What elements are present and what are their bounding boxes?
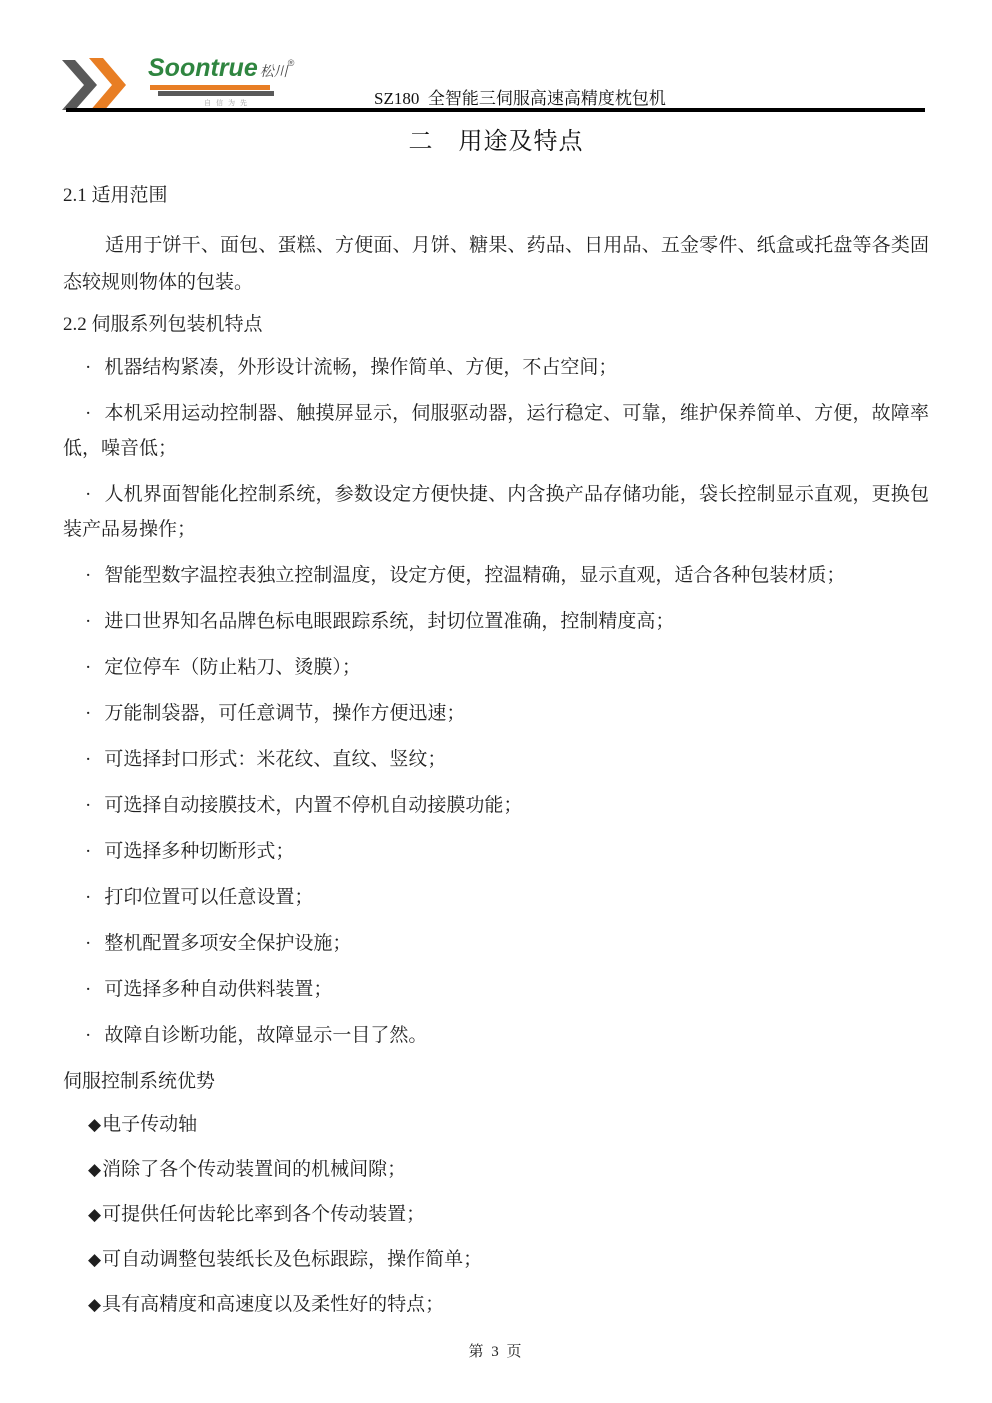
section-2-2-heading: 2.2 伺服系列包装机特点: [63, 314, 263, 335]
list-item: [63, 696, 929, 731]
list-item: [63, 972, 929, 1007]
bullet-icon: ·: [85, 933, 92, 954]
feature-text: 智能型数字温控表独立控制温度，设定方便，控温精确，显示直观，适合各种包装材质；: [104, 565, 846, 586]
list-item: [63, 742, 929, 777]
list-item: [63, 1242, 929, 1277]
document-body: [63, 112, 929, 1332]
servo-section-heading: 伺服控制系统优势: [63, 1071, 216, 1092]
list-item: [63, 350, 929, 385]
bullet-icon: ·: [85, 795, 92, 816]
section-2-1-heading: 2.1 适用范围: [63, 185, 168, 206]
bullet-icon: ·: [85, 887, 92, 908]
diamond-icon: ◆: [88, 1115, 102, 1134]
diamond-icon: ◆: [88, 1205, 102, 1224]
feature-text: 整机配置多项安全保护设施；: [104, 933, 352, 954]
feature-text: 进口世界知名品牌色标电眼跟踪系统，封切位置准确，控制精度高；: [104, 611, 675, 632]
logo: [148, 54, 295, 108]
bullet-icon: ·: [85, 657, 92, 678]
diamond-icon: ◆: [88, 1160, 102, 1179]
list-item: [63, 558, 929, 593]
page-footer: 第 3 页: [468, 1344, 524, 1360]
list-item: [63, 1197, 929, 1232]
servo-advantages-list: [63, 1107, 929, 1322]
feature-text: 可选择自动接膜技术，内置不停机自动接膜功能；: [104, 795, 523, 816]
list-item: [63, 834, 929, 869]
doc-header-title: SZ180 全智能三伺服高速高精度枕包机: [374, 89, 666, 108]
bullet-icon: ·: [85, 565, 92, 586]
list-item: [63, 880, 929, 915]
bullet-icon: ·: [85, 703, 92, 724]
logo-bar-gray: [158, 91, 274, 96]
servo-text: 可提供任何齿轮比率到各个传动装置；: [102, 1204, 426, 1225]
list-item: [63, 1018, 929, 1053]
servo-text: 可自动调整包装纸长及色标跟踪，操作简单；: [102, 1249, 483, 1270]
bullet-icon: ·: [85, 484, 92, 505]
registered-mark-icon: ®: [287, 58, 295, 68]
servo-text: 消除了各个传动装置间的机械间隙；: [102, 1159, 407, 1180]
list-item: [63, 926, 929, 961]
servo-text: 具有高精度和高速度以及柔性好的特点；: [102, 1294, 445, 1315]
brand-cn-text: 松川: [259, 63, 288, 79]
list-item: [63, 604, 929, 639]
diamond-icon: ◆: [88, 1295, 102, 1314]
feature-text: 打印位置可以任意设置；: [104, 887, 314, 908]
feature-text: 故障自诊断功能，故障显示一目了然。: [104, 1025, 428, 1046]
diamond-icon: ◆: [88, 1250, 102, 1269]
features-list: [63, 350, 929, 1053]
feature-text: 万能制袋器，可任意调节，操作方便迅速；: [104, 703, 466, 724]
bullet-icon: ·: [85, 611, 92, 632]
feature-text: 可选择多种切断形式；: [104, 841, 295, 862]
scope-paragraph: 适用于饼干、面包、蛋糕、方便面、月饼、糖果、药品、日用品、五金零件、纸盒或托盘等各类固态较规则物体的包装。: [63, 235, 929, 293]
bullet-icon: ·: [85, 841, 92, 862]
bullet-icon: ·: [85, 749, 92, 770]
bullet-icon: ·: [85, 403, 92, 424]
feature-text: 可选择多种自动供料装置；: [104, 979, 333, 1000]
feature-text: 本机采用运动控制器、触摸屏显示，伺服驱动器，运行稳定、可靠，维护保养简单、方便，故障率低，噪音低；: [63, 403, 929, 459]
list-item: [63, 477, 929, 547]
bullet-icon: ·: [85, 357, 92, 378]
feature-text: 机器结构紧凑，外形设计流畅，操作简单、方便，不占空间；: [104, 357, 618, 378]
list-item: [63, 1152, 929, 1187]
list-item: [63, 396, 929, 466]
list-item: [63, 650, 929, 685]
feature-text: 可选择封口形式：米花纹、直纹、竖纹；: [104, 749, 447, 770]
logo-slogan: 自信为先: [204, 100, 252, 107]
list-item: [63, 1287, 929, 1322]
feature-text: 人机界面智能化控制系统，参数设定方便快捷、内含换产品存储功能，袋长控制显示直观，更换包装产品易操作；: [63, 484, 929, 540]
feature-text: 定位停车（防止粘刀、烫膜）；: [104, 657, 361, 678]
bullet-icon: ·: [85, 979, 92, 1000]
brand-text: Soontrue: [148, 54, 258, 82]
page-title: 二 用途及特点: [408, 129, 584, 155]
servo-text: 电子传动轴: [102, 1114, 198, 1135]
brand-line: [148, 54, 295, 83]
list-item: [63, 788, 929, 823]
list-item: [63, 1107, 929, 1142]
bullet-icon: ·: [85, 1025, 92, 1046]
logo-bar-orange: [150, 85, 270, 90]
